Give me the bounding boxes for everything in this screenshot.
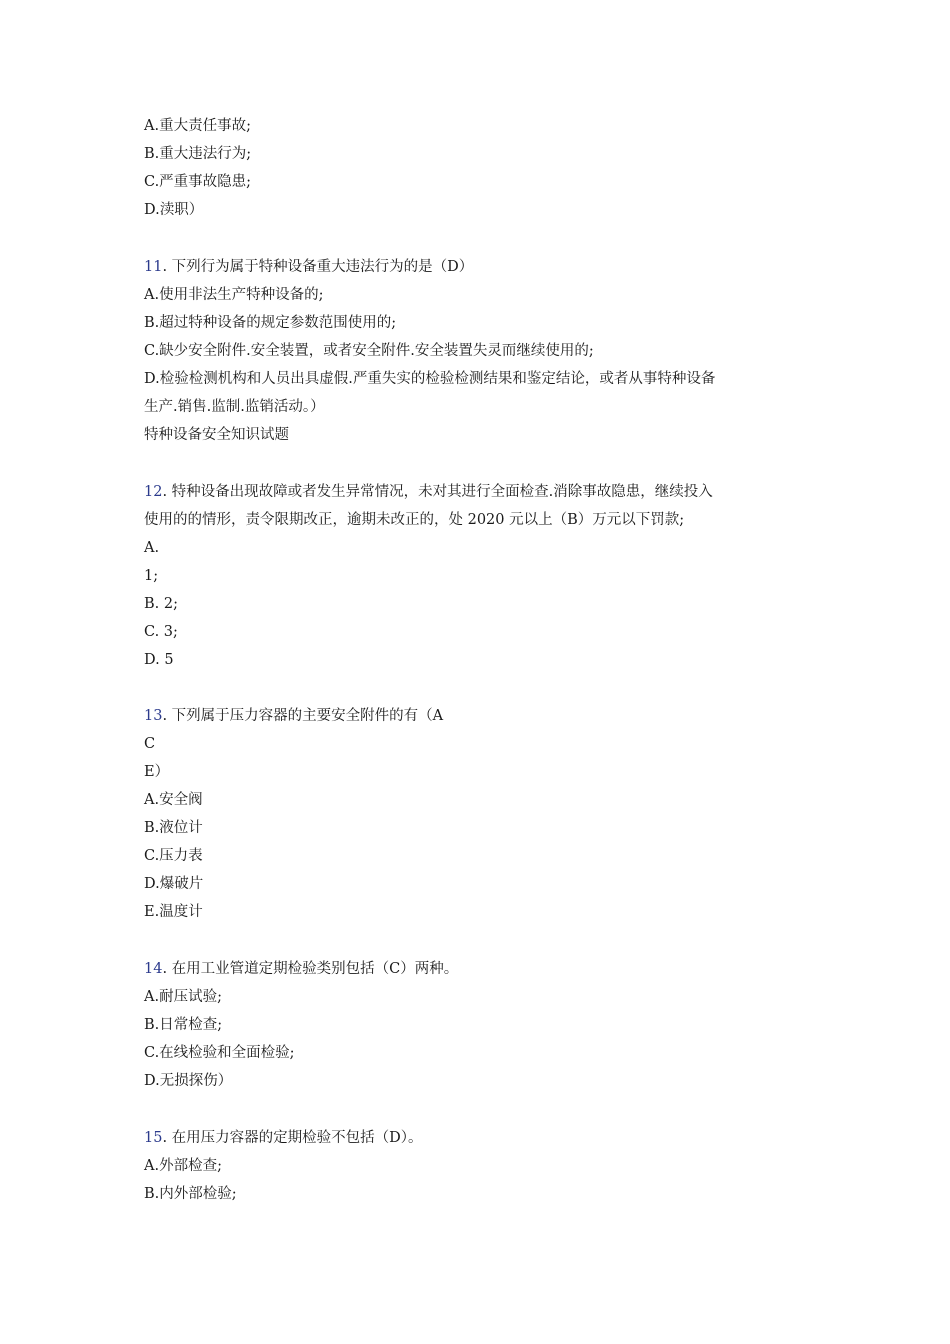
q10-option-d: D.渎职） <box>144 202 204 218</box>
q13-answer-c: C <box>144 736 156 752</box>
q15-option-a: A.外部检查; <box>144 1158 222 1174</box>
q15-number: 15 <box>144 1130 163 1146</box>
q12-text: . 特种设备出现故障或者发生异常情况，未对其进行全面检查.消除事故隐患，继续投入 <box>162 484 713 500</box>
q12-option-b: B. 2; <box>144 596 178 612</box>
q15-text: . 在用压力容器的定期检验不包括（D）。 <box>162 1130 423 1146</box>
q14-number: 14 <box>144 961 163 977</box>
q11-option-d-cont: 生产.销售.监制.监销活动。） <box>144 399 325 415</box>
q14-option-c: C.在线检验和全面检验; <box>144 1045 295 1061</box>
q12-question-cont: 使用的的情形，责令限期改正，逾期未改正的，处 2020 元以上（B）万元以下罚款; <box>144 512 685 528</box>
q13-question <box>144 706 443 726</box>
q14-question <box>144 959 458 979</box>
q15-question <box>144 1128 423 1148</box>
q13-option-b: B.液位计 <box>144 820 203 836</box>
q13-option-a: A.安全阀 <box>144 792 203 808</box>
q11-option-c: C.缺少安全附件.安全装置，或者安全附件.安全装置失灵而继续使用的; <box>144 343 594 359</box>
q12-option-a: A. <box>144 540 160 556</box>
q13-number: 13 <box>144 708 163 724</box>
q12-number: 12 <box>144 484 163 500</box>
q12-option-d: D. 5 <box>144 652 174 668</box>
q11-question <box>144 257 473 277</box>
q10-option-b: B.重大违法行为; <box>144 146 252 162</box>
q11-option-b: B.超过特种设备的规定参数范围使用的; <box>144 315 397 331</box>
section-heading: 特种设备安全知识试题 <box>144 427 289 443</box>
q12-question <box>144 482 713 502</box>
q14-option-a: A.耐压试验; <box>144 989 222 1005</box>
q13-text: . 下列属于压力容器的主要安全附件的有（A <box>162 708 444 724</box>
q14-option-d: D.无损探伤） <box>144 1073 233 1089</box>
q12-option-c: C. 3; <box>144 624 178 640</box>
q13-answer-e: E） <box>144 764 170 780</box>
q15-option-b: B.内外部检验; <box>144 1186 237 1202</box>
q11-option-a: A.使用非法生产特种设备的; <box>144 287 324 303</box>
q13-option-e: E.温度计 <box>144 904 203 920</box>
q14-text: . 在用工业管道定期检验类别包括（C）两种。 <box>162 961 459 977</box>
q11-text: . 下列行为属于特种设备重大违法行为的是（D） <box>162 259 474 275</box>
q14-option-b: B.日常检查; <box>144 1017 223 1033</box>
q12-option-a-value: 1; <box>144 568 159 584</box>
q11-number: 11 <box>144 259 163 275</box>
q11-option-d: D.检验检测机构和人员出具虚假.严重失实的检验检测结果和鉴定结论，或者从事特种设备 <box>144 371 716 387</box>
q13-option-c: C.压力表 <box>144 848 203 864</box>
q10-option-c: C.严重事故隐患; <box>144 174 252 190</box>
q13-option-d: D.爆破片 <box>144 876 204 892</box>
q10-option-a: A.重大责任事故; <box>144 118 251 134</box>
